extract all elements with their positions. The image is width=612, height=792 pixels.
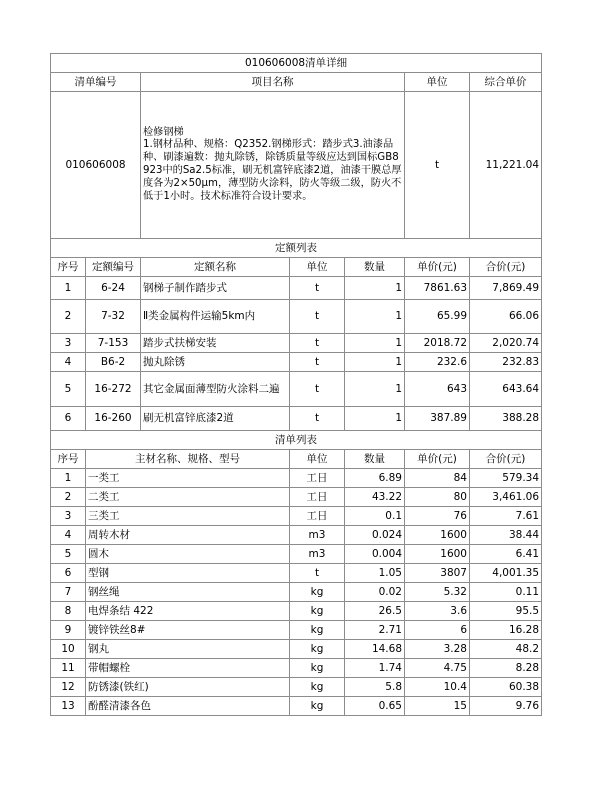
material-header-seq: 序号: [51, 450, 86, 469]
material-name: 镀锌铁丝8#: [86, 621, 290, 640]
material-unit-price: 3.28: [405, 640, 470, 659]
quota-unit: t: [290, 334, 345, 353]
item-code: 010606008: [51, 92, 141, 239]
material-seq: 9: [51, 621, 86, 640]
material-seq: 8: [51, 602, 86, 621]
header-code: 清单编号: [51, 73, 141, 92]
material-total: 8.28: [470, 659, 542, 678]
quota-code: 7-32: [86, 300, 141, 334]
quota-qty: 1: [345, 353, 405, 372]
quota-total: 66.06: [470, 300, 542, 334]
quota-code: 6-24: [86, 277, 141, 300]
material-name: 钢丝绳: [86, 583, 290, 602]
quota-unit: t: [290, 407, 345, 431]
quota-section-title: 定额列表: [51, 239, 542, 258]
quota-row: [51, 407, 542, 431]
quota-name: 刷无机富锌底漆2道: [141, 407, 290, 431]
material-header-unit-price: 单价(元): [405, 450, 470, 469]
material-unit-price: 1600: [405, 545, 470, 564]
bill-detail-table: [50, 53, 542, 716]
material-name: 电焊条结 422: [86, 602, 290, 621]
material-qty: 2.71: [345, 621, 405, 640]
material-name: 型钢: [86, 564, 290, 583]
material-total: 3,461.06: [470, 488, 542, 507]
material-qty: 1.74: [345, 659, 405, 678]
material-row: [51, 640, 542, 659]
quota-name: 其它金属面薄型防火涂料二遍: [141, 372, 290, 407]
material-header-name: 主材名称、规格、型号: [86, 450, 290, 469]
quota-qty: 1: [345, 300, 405, 334]
quota-row: [51, 334, 542, 353]
material-row: [51, 621, 542, 640]
material-row: [51, 526, 542, 545]
material-name: 圆木: [86, 545, 290, 564]
quota-header-unit-price: 单价(元): [405, 258, 470, 277]
material-seq: 12: [51, 678, 86, 697]
table-title: 010606008清单详细: [51, 54, 542, 73]
material-qty: 0.1: [345, 507, 405, 526]
item-price: 11,221.04: [470, 92, 542, 239]
material-unit: kg: [290, 640, 345, 659]
material-qty: 6.89: [345, 469, 405, 488]
quota-seq: 1: [51, 277, 86, 300]
material-seq: 4: [51, 526, 86, 545]
material-qty: 5.8: [345, 678, 405, 697]
material-seq: 11: [51, 659, 86, 678]
material-qty: 1.05: [345, 564, 405, 583]
material-total: 4,001.35: [470, 564, 542, 583]
quota-code: B6-2: [86, 353, 141, 372]
quota-total: 7,869.49: [470, 277, 542, 300]
material-seq: 2: [51, 488, 86, 507]
material-unit-price: 3.6: [405, 602, 470, 621]
quota-row: [51, 353, 542, 372]
quota-total: 2,020.74: [470, 334, 542, 353]
quota-qty: 1: [345, 407, 405, 431]
material-row: [51, 545, 542, 564]
material-unit: kg: [290, 678, 345, 697]
quota-unit-price: 65.99: [405, 300, 470, 334]
item-unit: t: [405, 92, 470, 239]
quota-unit: t: [290, 300, 345, 334]
material-unit: kg: [290, 583, 345, 602]
header-price: 综合单价: [470, 73, 542, 92]
material-total: 7.61: [470, 507, 542, 526]
material-unit: m3: [290, 526, 345, 545]
quota-seq: 5: [51, 372, 86, 407]
material-row: [51, 469, 542, 488]
material-name: 三类工: [86, 507, 290, 526]
quota-name: 钢梯子制作踏步式: [141, 277, 290, 300]
material-unit-price: 15: [405, 697, 470, 716]
material-unit-price: 10.4: [405, 678, 470, 697]
material-unit: t: [290, 564, 345, 583]
quota-total: 643.64: [470, 372, 542, 407]
material-header-total: 合价(元): [470, 450, 542, 469]
quota-unit-price: 7861.63: [405, 277, 470, 300]
quota-code: 16-260: [86, 407, 141, 431]
quota-header-qty: 数量: [345, 258, 405, 277]
quota-total: 388.28: [470, 407, 542, 431]
material-total: 60.38: [470, 678, 542, 697]
material-row: [51, 659, 542, 678]
quota-code: 7-153: [86, 334, 141, 353]
quota-header-unit: 单位: [290, 258, 345, 277]
material-qty: 0.02: [345, 583, 405, 602]
quota-code: 16-272: [86, 372, 141, 407]
quota-qty: 1: [345, 277, 405, 300]
material-row: [51, 507, 542, 526]
material-seq: 1: [51, 469, 86, 488]
quota-unit: t: [290, 372, 345, 407]
quota-seq: 3: [51, 334, 86, 353]
material-row: [51, 488, 542, 507]
material-unit-price: 1600: [405, 526, 470, 545]
material-name: 防锈漆(铁红): [86, 678, 290, 697]
material-unit-price: 6: [405, 621, 470, 640]
material-total: 38.44: [470, 526, 542, 545]
material-row: [51, 602, 542, 621]
material-unit-price: 5.32: [405, 583, 470, 602]
material-qty: 26.5: [345, 602, 405, 621]
material-section-title: 清单列表: [51, 431, 542, 450]
item-description-text: 检修钢梯 1.钢材品种、规格：Q2352.钢梯形式：踏步式3.油漆品种、刷漆遍数：抛丸除锈，除锈质量等级应达到国标GB8923中的Sa2.5标准，刷无机富锌底漆2道，油漆干膜总厚度各为2×50μm，薄型防火涂料，防火等级二级，防火不低于1小时。技术标准符合设计要求。: [143, 126, 402, 202]
material-unit-price: 80: [405, 488, 470, 507]
material-unit: 工日: [290, 469, 345, 488]
material-unit: kg: [290, 602, 345, 621]
material-total: 579.34: [470, 469, 542, 488]
material-row: [51, 678, 542, 697]
material-unit: 工日: [290, 507, 345, 526]
material-seq: 3: [51, 507, 86, 526]
header-name: 项目名称: [141, 73, 405, 92]
quota-row: [51, 277, 542, 300]
material-unit-price: 76: [405, 507, 470, 526]
quota-header-code: 定额编号: [86, 258, 141, 277]
item-description: [141, 92, 405, 239]
quota-unit-price: 232.6: [405, 353, 470, 372]
quota-unit: t: [290, 277, 345, 300]
quota-qty: 1: [345, 334, 405, 353]
material-qty: 0.65: [345, 697, 405, 716]
quota-unit: t: [290, 353, 345, 372]
quota-unit-price: 643: [405, 372, 470, 407]
material-name: 二类工: [86, 488, 290, 507]
quota-seq: 6: [51, 407, 86, 431]
material-unit-price: 3807: [405, 564, 470, 583]
material-seq: 13: [51, 697, 86, 716]
material-name: 一类工: [86, 469, 290, 488]
material-row: [51, 697, 542, 716]
quota-qty: 1: [345, 372, 405, 407]
material-unit: kg: [290, 659, 345, 678]
material-header-unit: 单位: [290, 450, 345, 469]
material-unit: 工日: [290, 488, 345, 507]
material-header-qty: 数量: [345, 450, 405, 469]
material-total: 16.28: [470, 621, 542, 640]
quota-name: Ⅱ类金属构件运输5km内: [141, 300, 290, 334]
material-name: 钢丸: [86, 640, 290, 659]
quota-total: 232.83: [470, 353, 542, 372]
quota-row: [51, 372, 542, 407]
material-qty: 14.68: [345, 640, 405, 659]
quota-header-seq: 序号: [51, 258, 86, 277]
material-unit-price: 4.75: [405, 659, 470, 678]
header-unit: 单位: [405, 73, 470, 92]
quota-row: [51, 300, 542, 334]
material-name: 酚醛清漆各色: [86, 697, 290, 716]
material-row: [51, 564, 542, 583]
material-name: 周转木材: [86, 526, 290, 545]
material-total: 0.11: [470, 583, 542, 602]
material-unit-price: 84: [405, 469, 470, 488]
material-total: 48.2: [470, 640, 542, 659]
quota-seq: 4: [51, 353, 86, 372]
material-unit: kg: [290, 621, 345, 640]
material-seq: 7: [51, 583, 86, 602]
quota-header-name: 定额名称: [141, 258, 290, 277]
quota-unit-price: 2018.72: [405, 334, 470, 353]
quota-unit-price: 387.89: [405, 407, 470, 431]
material-qty: 43.22: [345, 488, 405, 507]
material-seq: 6: [51, 564, 86, 583]
material-unit: m3: [290, 545, 345, 564]
quota-name: 抛丸除锈: [141, 353, 290, 372]
quota-header-total: 合价(元): [470, 258, 542, 277]
material-qty: 0.004: [345, 545, 405, 564]
material-total: 95.5: [470, 602, 542, 621]
material-unit: kg: [290, 697, 345, 716]
material-seq: 10: [51, 640, 86, 659]
quota-name: 踏步式扶梯安装: [141, 334, 290, 353]
material-qty: 0.024: [345, 526, 405, 545]
material-total: 9.76: [470, 697, 542, 716]
quota-seq: 2: [51, 300, 86, 334]
material-row: [51, 583, 542, 602]
material-seq: 5: [51, 545, 86, 564]
material-name: 带帽螺栓: [86, 659, 290, 678]
material-total: 6.41: [470, 545, 542, 564]
